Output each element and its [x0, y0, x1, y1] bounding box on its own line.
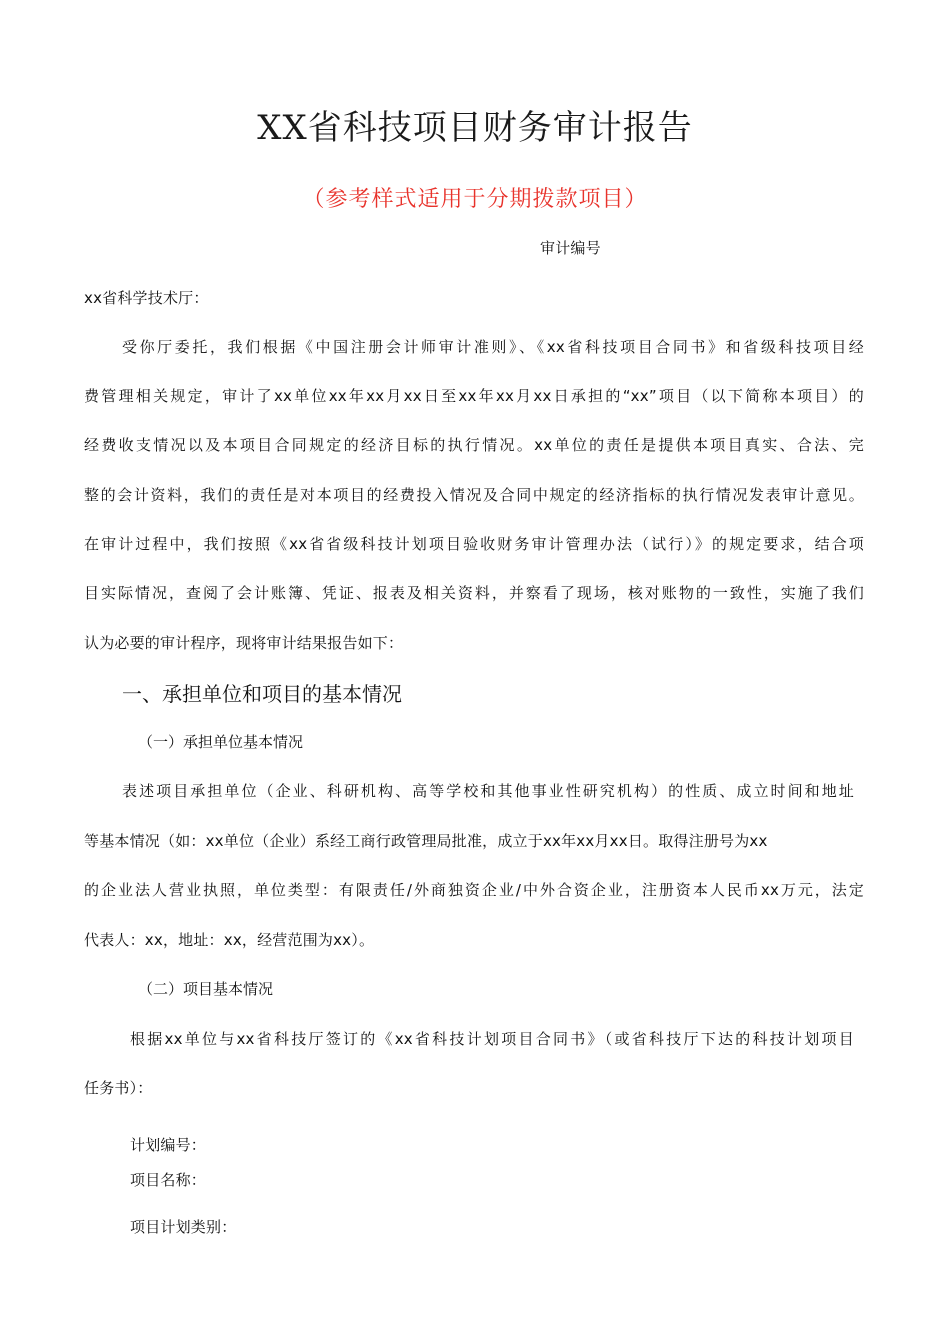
paragraph-line: 代表人：xx，地址：xx，经营范围为xx）。	[84, 931, 375, 949]
paragraph-line: 的企业法人营业执照，单位类型：有限责任/外商独资企业/中外合资企业，注册资本人民币xx万元，法定	[84, 881, 864, 899]
project-name-field: 项目名称：	[130, 1171, 207, 1189]
addressee: xx省科学技术厅：	[84, 289, 209, 307]
paragraph-line: 等基本情况（如：xx单位（企业）系经工商行政管理局批准，成立于xx年xx月xx日。取得注册号为xx	[84, 832, 768, 850]
intro-line: 在审计过程中，我们按照《xx省省级科技计划项目验收财务审计管理办法（试行）》的规定要求，结合项	[84, 535, 864, 553]
intro-line: 整的会计资料，我们的责任是对本项目的经费投入情况及合同中规定的经济指标的执行情况发表审计意见。	[84, 486, 864, 504]
subsection-heading: （一）承担单位基本情况	[138, 733, 304, 751]
intro-line: 受你厅委托，我们根据《中国注册会计师审计准则》、《xx省科技项目合同书》和省级科技项目经	[122, 338, 864, 356]
intro-line: 认为必要的审计程序，现将审计结果报告如下：	[84, 634, 404, 652]
report-title: XX省科技项目财务审计报告	[257, 108, 693, 148]
audit-number-label: 审计编号	[540, 239, 601, 257]
paragraph-line: 表述项目承担单位（企业、科研机构、高等学校和其他事业性研究机构）的性质、成立时间和地址	[122, 782, 854, 800]
intro-line: 目实际情况，查阅了会计账簿、凭证、报表及相关资料，并察看了现场，核对账物的一致性，实施了我们	[84, 584, 864, 602]
paragraph-line: 根据xx单位与xx省科技厅签订的《xx省科技计划项目合同书》（或省科技厅下达的科技计划项目	[130, 1030, 854, 1048]
report-subtitle: （参考样式适用于分期拨款项目）	[302, 187, 648, 212]
intro-line: 经费收支情况以及本项目合同规定的经济目标的执行情况。xx单位的责任是提供本项目真实、合法、完	[84, 436, 864, 454]
section-heading: 一、承担单位和项目的基本情况	[122, 682, 402, 706]
intro-line: 费管理相关规定，审计了xx单位xx年xx月xx日至xx年xx月xx日承担的“xx”项目（以下简称本项目）的	[84, 387, 864, 405]
paragraph-line: 任务书）：	[84, 1079, 153, 1097]
plan-number-field: 计划编号：	[130, 1136, 207, 1154]
subsection-heading: （二）项目基本情况	[138, 980, 274, 998]
plan-category-field: 项目计划类别：	[130, 1218, 237, 1236]
